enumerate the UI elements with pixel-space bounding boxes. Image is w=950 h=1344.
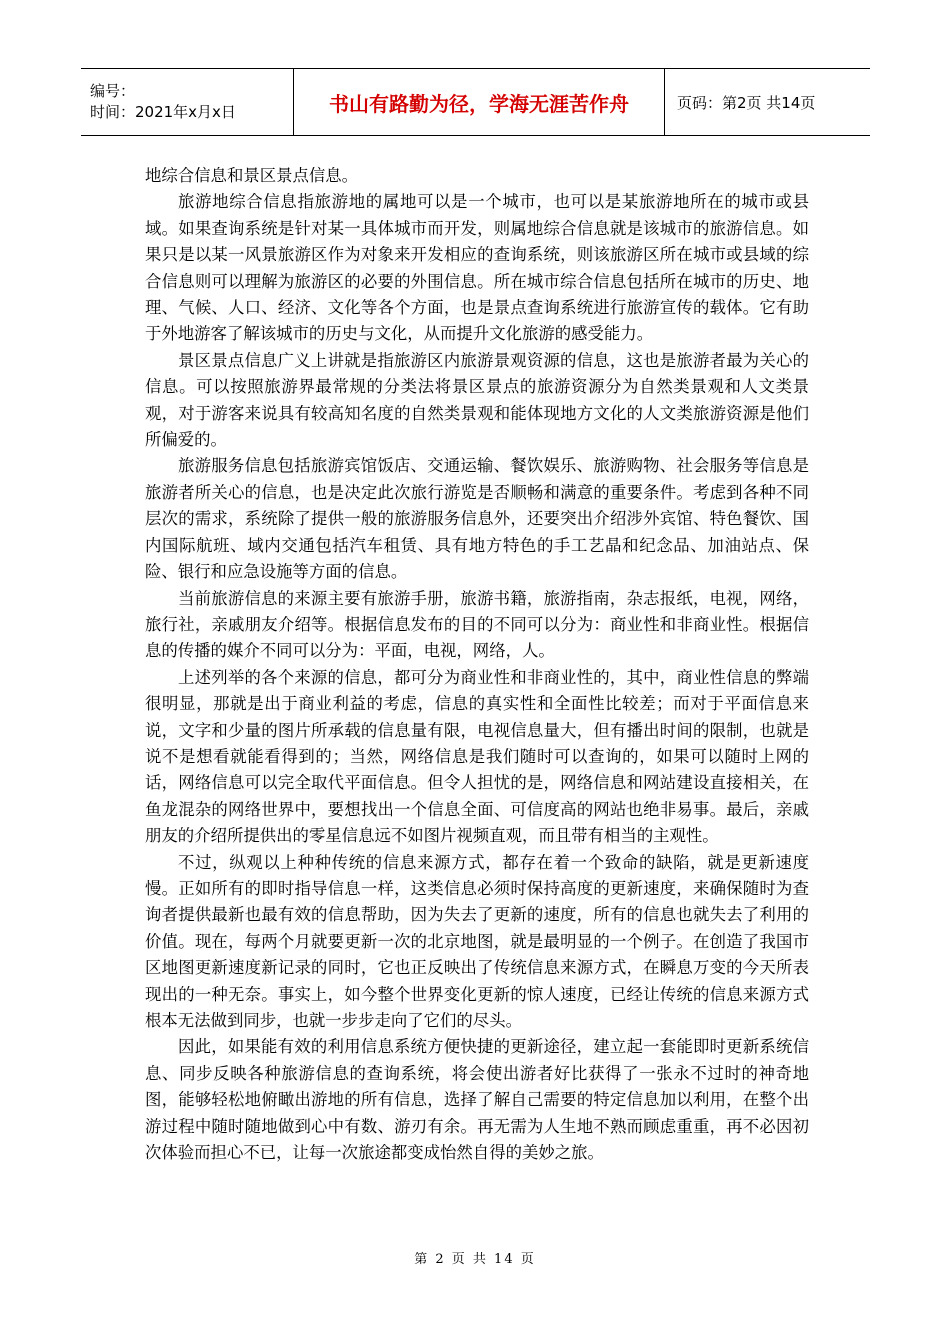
paragraph: 旅游地综合信息指旅游地的属地可以是一个城市，也可以是某旅游地所在的城市或县域。如果查询系统是针对某一具体城市而开发，则属地综合信息就是该城市的旅游信息。如果只是以某一风景旅游区作为对象来开发相应的查询系统，则该旅游区所在城市或县域的综合信息则可以理解为旅游区的必要的外围信息。所在城市综合信息包括所在城市的历史、地理、气候、人口、经济、文化等各个方面，也是景点查询系统进行旅游宣传的载体。它有助于外地游客了解该城市的历史与文化，从而提升文化旅游的感受能力。	[145, 192, 809, 344]
document-number-label: 编号：	[90, 82, 136, 100]
document-body	[145, 163, 809, 1166]
paragraph: 景区景点信息广义上讲就是指旅游区内旅游景观资源的信息，这也是旅游者最为关心的信息。可以按照旅游界最常规的分类法将景区景点的旅游资源分为自然类景观和人文类景观，对于游客来说具有较高知名度的自然类景观和能体现地方文化的人文类旅游资源是他们所偏爱的。	[145, 350, 809, 450]
paragraph: 不过，纵观以上种种传统的信息来源方式，都存在着一个致命的缺陷，就是更新速度慢。正如所有的即时指导信息一样，这类信息必须时保持高度的更新速度，来确保随时为查询者提供最新也最有效的信息帮助，因为失去了更新的速度，所有的信息也就失去了利用的价值。现在，每两个月就要更新一次的北京地图，就是最明显的一个例子。在创造了我国市区地图更新速度新记录的同时，它也正反映出了传统信息来源方式，在瞬息万变的今天所表现出的一种无奈。事实上，如今整个世界变化更新的惊人速度，已经让传统的信息来源方式根本无法做到同步，也就一步步走向了它们的尽头。	[145, 852, 809, 1030]
header-meta-cell	[81, 69, 294, 136]
paragraph: 旅游服务信息包括旅游宾馆饭店、交通运输、餐饮娱乐、旅游购物、社会服务等信息是旅游者所关心的信息，也是决定此次旅行游览是否顺畅和满意的重要条件。考虑到各种不同层次的需求，系统除了提供一般的旅游服务信息外，还要突出介绍涉外宾馆、特色餐饮、国内国际航班、域内交通包括汽车租赁、具有地方特色的手工艺晶和纪念品、加油站点、保险、银行和应急设施等方面的信息。	[145, 456, 809, 582]
paragraph: 因此，如果能有效的利用信息系统方便快捷的更新途径，建立起一套能即时更新系统信息、同步反映各种旅游信息的查询系统，将会使出游者好比获得了一张永不过时的神奇地图，能够轻松地俯瞰出游地的所有信息，选择了解自己需要的特定信息加以利用，在整个出游过程中随时随地做到心中有数、游刃有余。再无需为人生地不熟而顾虑重重，再不必因初次体验而担心不已，让每一次旅途都变成怡然自得的美妙之旅。	[145, 1037, 809, 1163]
page-header	[81, 68, 870, 136]
paragraph: 当前旅游信息的来源主要有旅游手册，旅游书籍，旅游指南，杂志报纸，电视，网络，旅行社，亲戚朋友介绍等。根据信息发布的目的不同可以分为：商业性和非商业性。根据信息的传播的媒介不同可以分为：平面，电视，网络，人。	[145, 588, 809, 661]
document-time-label: 时间：2021年x月x日	[90, 103, 236, 121]
header-motto: 书山有路勤为径，学海无涯苦作舟	[294, 69, 665, 136]
paragraph: 上述列举的各个来源的信息，都可分为商业性和非商业性的，其中，商业性信息的弊端很明显，那就是出于商业利益的考虑，信息的真实性和全面性比较差；而对于平面信息来说，文字和少量的图片所承载的信息量有限，电视信息量大，但有播出时间的限制，也就是说不是想看就能看得到的；当然，网络信息是我们随时可以查询的，如果可以随时上网的话，网络信息可以完全取代平面信息。但令人担忧的是，网络信息和网站建设直接相关，在鱼龙混杂的网络世界中，要想找出一个信息全面、可信度高的网站也绝非易事。最后，亲戚朋友的介绍所提供出的零星信息远不如图片视频直观，而且带有相当的主观性。	[145, 667, 809, 846]
page-footer: 第 2 页 共 14 页	[414, 1252, 536, 1267]
header-page-info: 页码：第2页 共14页	[677, 93, 816, 112]
paragraph-continued: 地综合信息和景区景点信息。	[145, 166, 359, 185]
